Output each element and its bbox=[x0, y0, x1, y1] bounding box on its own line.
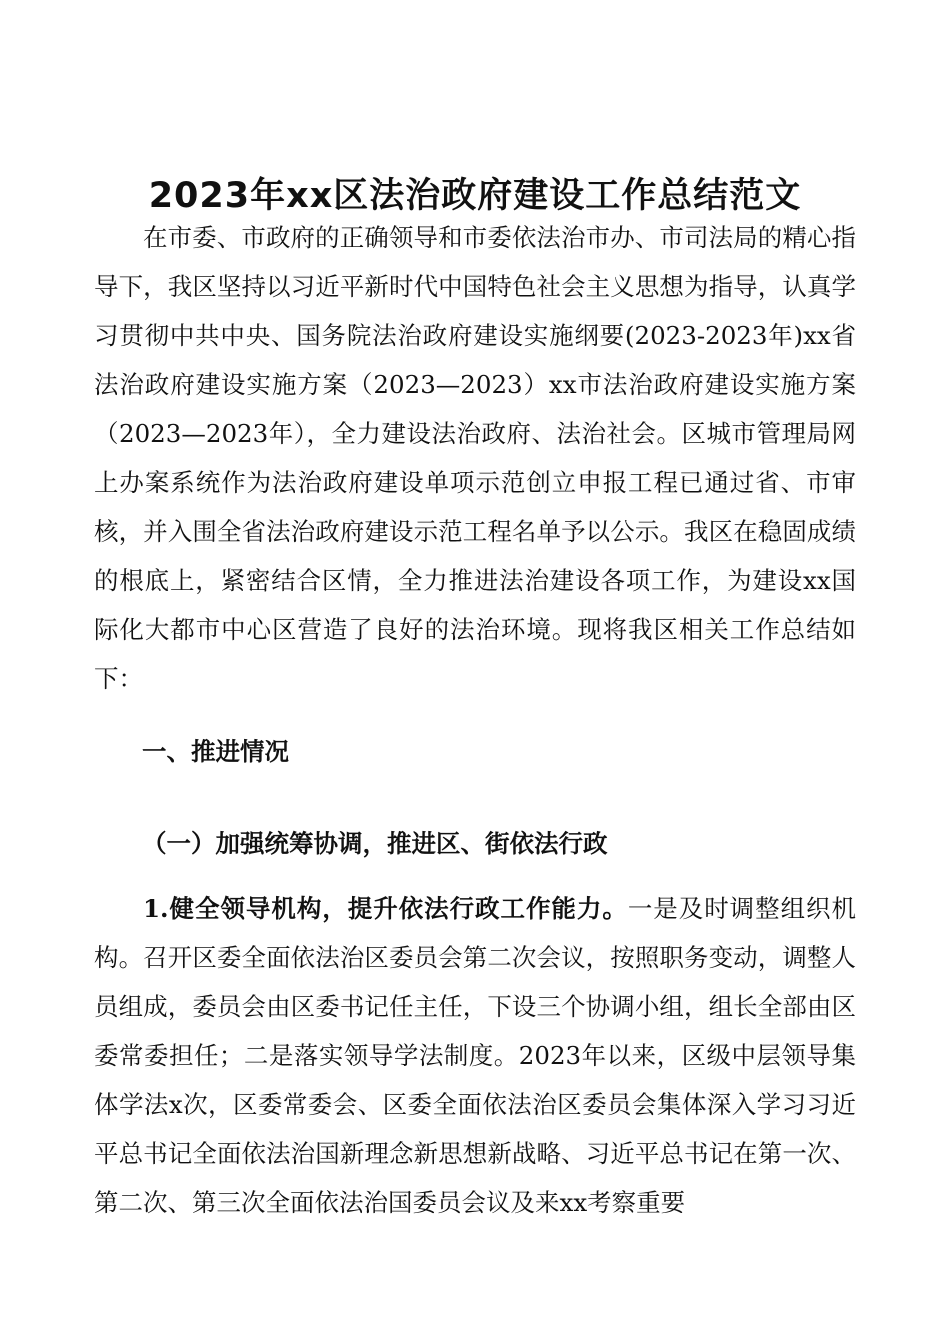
document-title: 2023年xx区法治政府建设工作总结范文 bbox=[148, 176, 802, 216]
section-heading-1: 一、推进情况 bbox=[142, 737, 289, 766]
section-1-lead: 1.健全领导机构，提升依法行政工作能力。 bbox=[143, 894, 628, 923]
intro-paragraph: 在市委、市政府的正确领导和市委依法治市办、市司法局的精心指导下，我区坚持以习近平新时代中国特色社会主义思想为指导，认真学习贯彻中共中央、国务院法治政府建设实施纲要(2023-2023年)xx省法治政府建设实施方案（2023—2023）xx市法治政府建设实施方案（2023—2023年），全力建设法治政府、法治社会。区城市管理局网上办案系统作为法治政府建设单项示范创立申报工程已通过省、市审核，并入围全省法治政府建设示范工程名单予以公示。我区在稳固成绩的根底上，紧密结合区情，全力推进法治建设各项工作，为建设xx国际化大都市中心区营造了良好的法治环境。现将我区相关工作总结如下： bbox=[94, 223, 856, 693]
section-1-body: 一是及时调整组织机构。召开区委全面依法治区委员会第二次会议，按照职务变动，调整人员组成，委员会由区委书记任主任，下设三个协调小组，组长全部由区委常委担任；二是落实领导学法制度。2023年以来，区级中层领导集体学法x次，区委常委会、区委全面依法治区委员会集体深入学习习近平总书记全面依法治国新理念新思想新战略、习近平总书记在第一次、第二次、第三次全面依法治国委员会议及来xx考察重要 bbox=[94, 894, 857, 1217]
section-1-paragraph bbox=[94, 884, 856, 1227]
subsection-heading-1: （一）加强统筹协调，推进区、街依法行政 bbox=[142, 829, 608, 858]
